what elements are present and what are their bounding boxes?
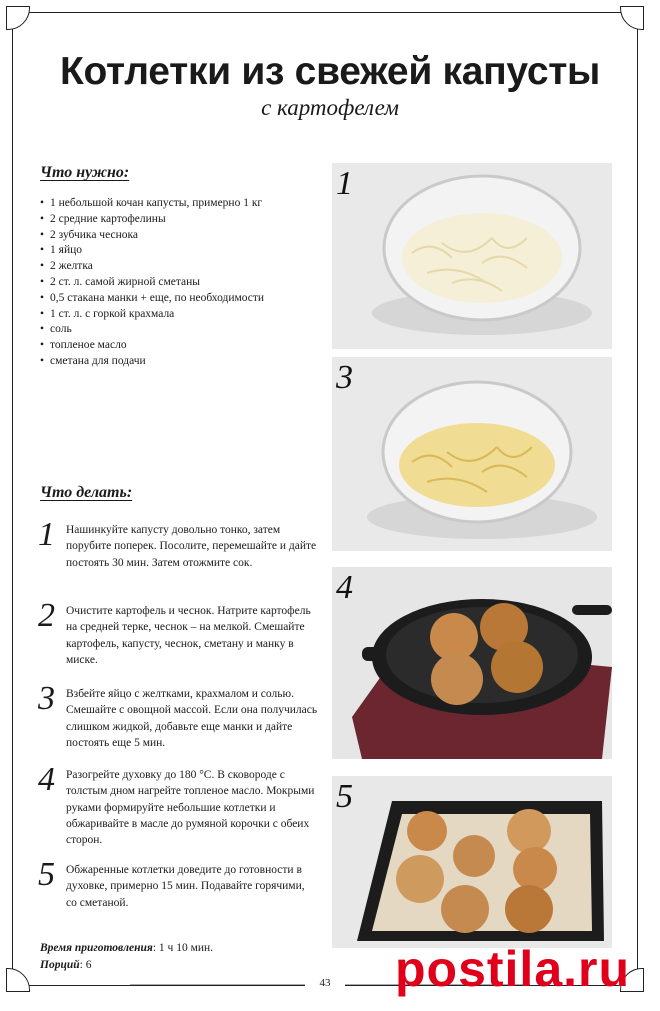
recipe-title: Котлетки из свежей капусты (59, 50, 601, 93)
recipe-info (40, 940, 213, 973)
portions-label: Порций (40, 958, 80, 971)
ingredients-heading: Что нужно: (40, 164, 130, 181)
ingredient-item: • 2 зубчика чеснока (40, 228, 320, 244)
photo-step-number: 3 (336, 359, 353, 396)
ingredient-item: • топленое масло (40, 338, 320, 354)
postila-watermark (395, 940, 630, 998)
step-4 (38, 761, 318, 848)
step-photo-1 (332, 163, 612, 349)
bowl-mixture-image (332, 357, 612, 551)
step-number: 3 (38, 680, 55, 717)
ingredients-list (40, 196, 320, 370)
watermark-text: postila (395, 941, 564, 997)
steps-heading: Что делать: (40, 484, 133, 501)
step-number: 4 (38, 761, 55, 798)
step-5 (38, 856, 318, 911)
portions-value: : 6 (79, 958, 92, 971)
step-3 (38, 680, 318, 751)
step-text: Взбейте яйцо с желтками, крахмалом и солью. Смешайте с овощной массой. Если она получилась слишком жидкой, добавьте еще манки и дайте постоять еще 5 мин. (66, 688, 318, 749)
step-1 (38, 516, 318, 571)
step-photo-4 (332, 567, 612, 759)
ingredient-item: • 0,5 стакана манки + еще, по необходимости (40, 291, 320, 307)
step-number: 5 (38, 856, 55, 893)
photo-step-number: 5 (336, 778, 353, 815)
prep-time-label: Время приготовления (40, 942, 153, 954)
ingredient-item: • 2 средние картофелины (40, 212, 320, 228)
step-photo-5 (332, 776, 612, 948)
bowl-cabbage-image (332, 163, 612, 349)
page-number: 43 (305, 977, 345, 989)
step-number: 1 (38, 516, 55, 553)
baking-tray-image (332, 776, 612, 948)
photo-step-number: 4 (336, 569, 353, 606)
ingredient-item: • 1 ст. л. с горкой крахмала (40, 307, 320, 323)
recipe-subtitle: с картофелем (261, 95, 399, 120)
frying-pan-image (332, 567, 612, 759)
ingredient-item: • 1 небольшой кочан капусты, примерно 1 кг (40, 196, 320, 212)
ingredient-item: • 1 яйцо (40, 243, 320, 259)
ingredient-item: • 2 ст. л. самой жирной сметаны (40, 275, 320, 291)
ingredient-item: • 2 желтка (40, 259, 320, 275)
watermark-domain: .ru (563, 941, 631, 997)
step-text: Очистите картофель и чеснок. Натрите картофель на средней терке, чеснок – на мелкой. Смешайте картофель, капусту, чеснок, сметану и манку в миске. (66, 605, 311, 666)
step-text: Разогрейте духовку до 180 °С. В сковороде с толстым дном нагрейте топленое масло. Мокрыми руками формируйте небольшие котлетки и обжаривайте в масле до румяной корочки с обеих сторон. (66, 769, 315, 847)
ingredient-item: • соль (40, 322, 320, 338)
step-text: Нашинкуйте капусту довольно тонко, затем порубите поперек. Посолите, перемешайте и дайте постоять 30 мин. Затем отожмите сок. (66, 524, 317, 569)
step-text: Обжаренные котлетки доведите до готовности в духовке, примерно 15 мин. Подавайте горячими, со сметаной. (66, 864, 305, 909)
prep-time-value: : 1 ч 10 мин. (152, 942, 214, 954)
step-number: 2 (38, 597, 55, 634)
ingredient-item: • сметана для подачи (40, 354, 320, 370)
step-photo-3 (332, 357, 612, 551)
photo-step-number: 1 (336, 165, 353, 202)
step-2 (38, 597, 318, 668)
